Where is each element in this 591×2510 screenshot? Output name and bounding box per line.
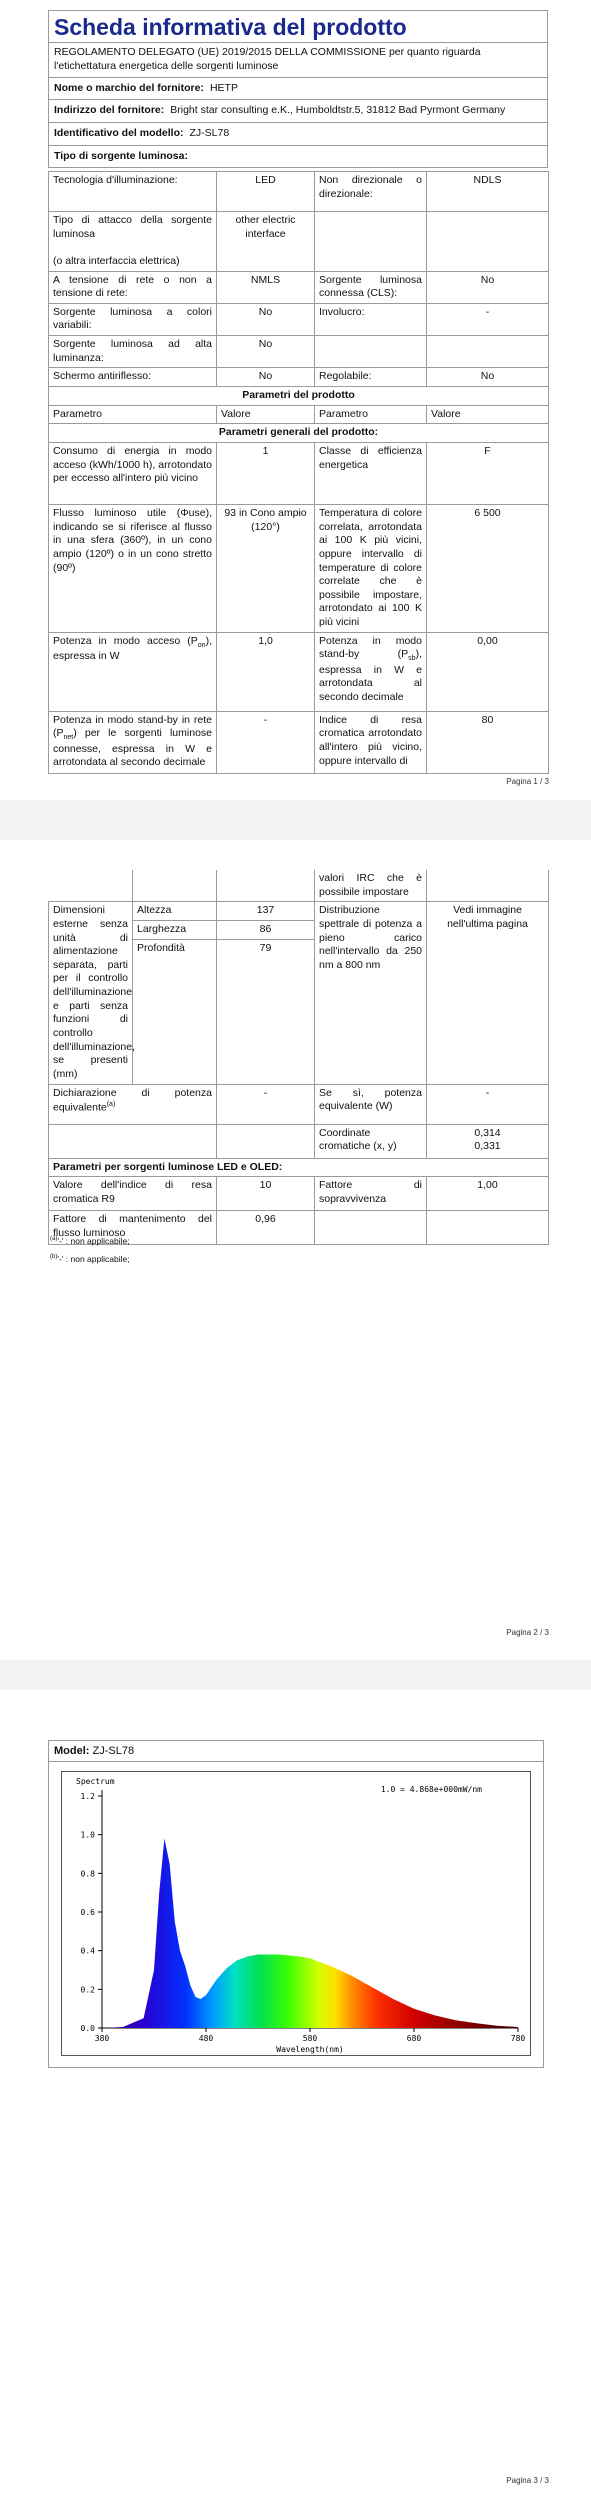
table-row xyxy=(49,336,549,368)
empty-cell xyxy=(49,870,133,902)
supplier-name-value: HETP xyxy=(209,81,238,94)
table-row xyxy=(49,632,549,711)
cell-value: - xyxy=(217,1084,315,1124)
cell-label xyxy=(315,336,427,368)
dimensions-label: Dimensioni esterne senza unità di alimentazione separata, parti per il controllo dell'illuminazione e parti senza funzioni di controllo dell'illuminazione, se presenti (mm) xyxy=(49,902,133,1084)
cell-value: LED xyxy=(217,172,315,212)
x-tick-label: 680 xyxy=(406,2034,422,2043)
y-tick-label: 1.2 xyxy=(80,1792,95,1801)
cell-value: F xyxy=(427,442,549,504)
page-gap xyxy=(0,1660,591,1690)
dimension-value: 86 xyxy=(217,921,315,940)
cell-label: Fattore di mantenimento del flusso luminoso xyxy=(49,1211,217,1245)
empty-cell xyxy=(217,1124,315,1158)
cell-label-text: Dichiarazione di potenza equivalente xyxy=(53,1086,212,1114)
page-1 xyxy=(0,0,591,800)
x-tick-label: 780 xyxy=(510,2034,526,2043)
series xyxy=(102,1839,518,2029)
cell-label xyxy=(315,212,427,272)
cell-label xyxy=(315,632,427,711)
cell-label: Involucro: xyxy=(315,303,427,335)
cell-value: NDLS xyxy=(427,172,549,212)
cell-value: No xyxy=(217,336,315,368)
supplier-address-value: Bright star consulting e.K., Humboldtstr.5, 31812 Bad Pyrmont Germany xyxy=(170,104,506,117)
cell-label xyxy=(49,632,217,711)
cell-value: 93 in Cono ampio (120°) xyxy=(217,504,315,632)
table-row xyxy=(49,424,549,443)
cell-value: No xyxy=(217,368,315,387)
cell-value xyxy=(427,336,549,368)
cell-label: Fattore di sopravvivenza xyxy=(315,1177,427,1211)
table-row xyxy=(49,504,549,632)
chroma-x: 0,314 xyxy=(474,1126,501,1139)
x-axis-label: Wavelength(nm) xyxy=(276,2045,344,2054)
cell-label: Coordinate cromatiche (x, y) xyxy=(315,1124,427,1158)
dimensions-table xyxy=(48,870,549,1245)
cell-label-text: ), espressa in W xyxy=(53,634,212,662)
chart-title: Spectrum xyxy=(76,1777,115,1786)
cell-value: other electric interface xyxy=(217,212,315,272)
page-number: Pagina 3 / 3 xyxy=(506,2476,549,2485)
footnote-text: '-' : non applicabile; xyxy=(57,1254,130,1264)
cell-label: A tensione di rete o non a tensione di rete: xyxy=(49,271,217,303)
cell-label xyxy=(49,711,217,773)
chart-annotation: 1.0 = 4.868e+000mW/nm xyxy=(380,1785,482,1794)
y-tick-label: 0.6 xyxy=(80,1908,95,1917)
table-row xyxy=(49,271,549,303)
page-gap xyxy=(0,800,591,840)
x-tick-label: 380 xyxy=(94,2034,110,2043)
cell-label-text: Potenza in modo stand-by in rete (P xyxy=(53,713,212,740)
cell-value: NMLS xyxy=(217,271,315,303)
general-params-heading: Parametri generali del prodotto: xyxy=(49,424,549,443)
y-tick-label: 0.2 xyxy=(80,1985,95,1995)
source-type-heading xyxy=(49,146,547,168)
source-type-heading-text: Tipo di sorgente luminosa: xyxy=(54,149,188,162)
cell-label: Non direzionale o direzionale: xyxy=(315,172,427,212)
cell-value xyxy=(427,1124,549,1158)
cell-value: - xyxy=(217,711,315,773)
table-row xyxy=(49,1158,549,1177)
document-title: Scheda informativa del prodotto xyxy=(49,11,547,43)
table-row xyxy=(49,303,549,335)
cell-value: 1,00 xyxy=(427,1177,549,1211)
cell-label-text: ) per le sorgenti luminose connesse, espressa in W e arrotondata al secondo decimale xyxy=(53,727,212,769)
y-tick-label: 0.0 xyxy=(80,2024,95,2033)
model-header xyxy=(49,1741,543,1762)
cell-label: Tecnologia d'illuminazione: xyxy=(49,172,217,212)
cell-label xyxy=(49,1084,217,1124)
source-type-table xyxy=(48,171,549,774)
column-header: Valore xyxy=(217,405,315,424)
cell-value: Vedi immagine nell'ultima pagina xyxy=(427,902,549,1084)
model-label: Model: xyxy=(54,1745,90,1757)
cell-value: 10 xyxy=(217,1177,315,1211)
column-header: Parametro xyxy=(315,405,427,424)
x-tick-label: 480 xyxy=(198,2034,214,2043)
dimension-name: Larghezza xyxy=(133,921,217,940)
cell-label: Sorgente luminosa connessa (CLS): xyxy=(315,271,427,303)
table-row xyxy=(49,1177,549,1211)
table-row xyxy=(49,1124,549,1158)
cell-value: No xyxy=(427,271,549,303)
cell-value: 6 500 xyxy=(427,504,549,632)
footnote-mark: (b) xyxy=(50,1254,58,1261)
footnote-text: '-' : non applicabile; xyxy=(57,1236,130,1246)
empty-cell xyxy=(133,870,217,902)
supplier-name-label: Nome o marchio del fornitore: xyxy=(54,81,204,94)
model-id-value: ZJ-SL78 xyxy=(189,127,230,139)
y-tick-label: 0.8 xyxy=(80,1869,95,1879)
supplier-name-row xyxy=(49,78,547,101)
column-header: Valore xyxy=(427,405,549,424)
x-tick-label: 580 xyxy=(302,2034,318,2043)
cell-value: No xyxy=(427,368,549,387)
cell-value: 1 xyxy=(217,442,315,504)
spectrum-box xyxy=(48,1740,544,2068)
empty-cell xyxy=(315,1211,427,1245)
cell-label-text: ), espressa in W e arrotondata al secondo decimale xyxy=(319,648,422,703)
subscript: net xyxy=(63,734,74,742)
column-header: Parametro xyxy=(49,405,217,424)
page-3 xyxy=(0,1690,591,2510)
chroma-y: 0,331 xyxy=(474,1140,501,1153)
cell-label-text: (o altra interfaccia elettrica) xyxy=(53,254,180,267)
page-2 xyxy=(0,840,591,1660)
cell-value: 0,96 xyxy=(217,1211,315,1245)
cell-label-text: Potenza in modo acceso (P xyxy=(53,634,198,647)
cell-label: Classe di efficienza energetica xyxy=(315,442,427,504)
page-number: Pagina 1 / 3 xyxy=(506,777,549,786)
empty-cell xyxy=(427,1211,549,1245)
cell-label-continued: valori IRC che è possibile impostare xyxy=(315,870,427,902)
table-row xyxy=(49,870,549,902)
table-row xyxy=(49,172,549,212)
table-header-row xyxy=(49,405,549,424)
cell-value: 80 xyxy=(427,711,549,773)
y-tick-label: 1.0 xyxy=(80,1830,95,1840)
cell-label: Schermo antiriflesso: xyxy=(49,368,217,387)
table-row xyxy=(49,711,549,773)
subscript: on xyxy=(197,641,206,649)
cell-value: - xyxy=(427,1084,549,1124)
table-row xyxy=(49,442,549,504)
spectrum-chart xyxy=(62,1772,530,2055)
dimension-name: Profondità xyxy=(133,939,217,1084)
cell-label: Distribuzione spettrale di potenza a pieno carico nell'intervallo da 250 nm a 800 nm xyxy=(315,902,427,1084)
cell-label xyxy=(49,212,217,272)
cell-value: 0,00 xyxy=(427,632,549,711)
footnote xyxy=(50,1254,130,1265)
empty-cell xyxy=(427,870,549,902)
spectrum-frame xyxy=(61,1771,531,2056)
cell-label: Indice di resa cromatica arrotondato all'intero più vicino, oppure intervallo di xyxy=(315,711,427,773)
empty-cell xyxy=(217,870,315,902)
led-params-heading: Parametri per sorgenti luminose LED e OLED: xyxy=(49,1158,549,1177)
table-row xyxy=(49,387,549,406)
cell-label: Se sì, potenza equivalente (W) xyxy=(315,1084,427,1124)
subscript: sb xyxy=(408,655,416,663)
cell-label: Consumo di energia in modo acceso (kWh/1000 h), arrotondato per eccesso all'intero più vicino xyxy=(49,442,217,504)
supplier-address-row xyxy=(49,100,547,123)
dimension-name: Altezza xyxy=(133,902,217,921)
dimension-value: 79 xyxy=(217,939,315,1084)
table-row xyxy=(49,212,549,272)
cell-label: Regolabile: xyxy=(315,368,427,387)
cell-value: No xyxy=(217,303,315,335)
cell-label: Sorgente luminosa a colori variabili: xyxy=(49,303,217,335)
model-id-row xyxy=(49,123,547,146)
footnote xyxy=(50,1236,130,1247)
empty-cell xyxy=(49,1124,217,1158)
product-params-heading: Parametri del prodotto xyxy=(49,387,549,406)
model-value: ZJ-SL78 xyxy=(92,1745,135,1757)
spectrum-series-area xyxy=(102,1839,518,2029)
table-row xyxy=(49,902,549,921)
cell-label: Valore dell'indice di resa cromatica R9 xyxy=(49,1177,217,1211)
header-box xyxy=(48,10,548,168)
cell-label: Flusso luminoso utile (Φuse), indicando se si riferisce al flusso in una sfera (360º), in un cono ampio (120º) o in un cono stretto (90º) xyxy=(49,504,217,632)
cell-label-text: Potenza in modo stand-by (P xyxy=(319,634,422,661)
cell-label-text: Tipo di attacco della sorgente luminosa xyxy=(53,214,212,240)
page-number: Pagina 2 / 3 xyxy=(506,1628,549,1637)
regulation-text: REGOLAMENTO DELEGATO (UE) 2019/2015 DELLA COMMISSIONE per quanto riguarda l'etichettatura energetica delle sorgenti luminose xyxy=(49,43,547,77)
dimension-value: 137 xyxy=(217,902,315,921)
table-row xyxy=(49,1084,549,1124)
y-tick-label: 0.4 xyxy=(80,1946,95,1956)
cell-value: - xyxy=(427,303,549,335)
cell-value xyxy=(427,212,549,272)
superscript: (a) xyxy=(106,1101,116,1109)
table-row xyxy=(49,368,549,387)
cell-label: Temperatura di colore correlata, arrotondata ai 100 K più vicini, oppure intervallo di temperature di colore correlate che è possibile impostare, arrotondato ai 100 K più vicini xyxy=(315,504,427,632)
cell-value: 1,0 xyxy=(217,632,315,711)
supplier-address-label: Indirizzo del fornitore: xyxy=(54,104,165,117)
model-id-label: Identificativo del modello: xyxy=(54,127,184,139)
footnote-mark: (a) xyxy=(50,1236,58,1243)
cell-label: Sorgente luminosa ad alta luminanza: xyxy=(49,336,217,368)
